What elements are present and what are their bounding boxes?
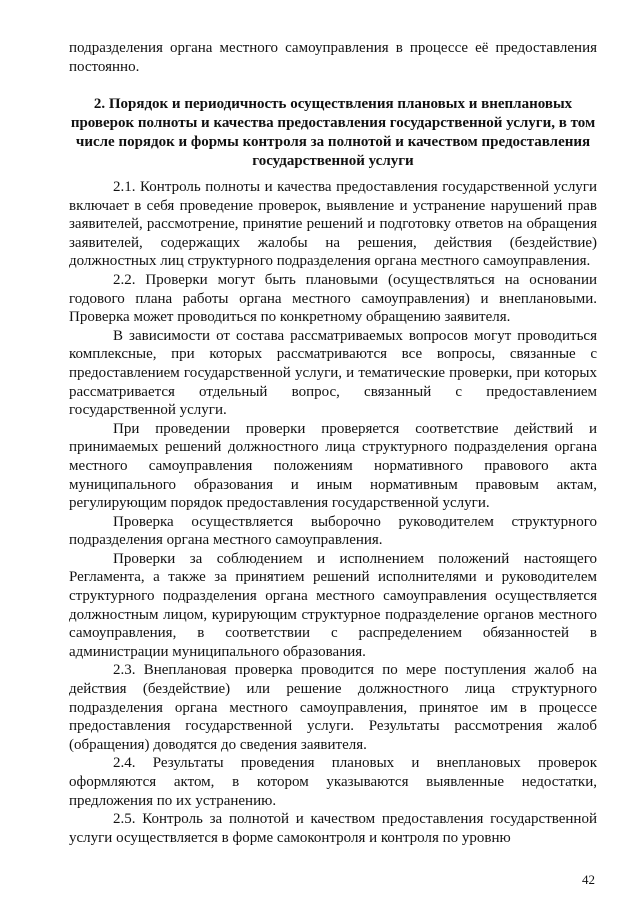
paragraph-regulation-checks: Проверки за соблюдением и исполнением положений настоящего Регламента, а также за принятием решений исполнителями и руководителем структурного подразделения органа местного самоуправления осуществляется должностным лицом, курирующим структурное подразделение органов местного самоуправления, в соответствии с распределением обязанностей в администрации муниципального образования. (69, 550, 597, 660)
paragraph-check-compliance: При проведении проверки проверяется соответствие действий и принимаемых решений должностного лица структурного подразделения органа местного самоуправления положениям нормативного правового акта муниципального образования и иным нормативным правовым актам, регулирующим порядок предоставления государственной услуги. (69, 420, 597, 512)
paragraph-2-1: 2.1. Контроль полноты и качества предоставления государственной услуги включает в себя проведение проверок, выявление и устранение нарушений прав заявителей, рассмотрение, принятие решений и подготовку ответов на обращения заявителей, содержащих жалобы на решения, действия (бездействие) должностных лиц структурного подразделения органа местного самоуправления. (69, 179, 597, 270)
intro-block (69, 39, 597, 76)
section-heading: 2. Порядок и периодичность осуществления плановых и внеплановых проверок полноты и качества предоставления государственной услуги, в том числе порядок и формы контроля за полнотой и качеством предоставления государственной услуги (70, 96, 596, 169)
paragraph-selective-check: Проверка осуществляется выборочно руководителем структурного подразделения органа местного самоуправления. (69, 513, 597, 549)
paragraph-2-4: 2.4. Результаты проведения плановых и внеплановых проверок оформляются актом, в котором указываются выявленные недостатки, предложения по их устранению. (69, 755, 597, 809)
intro-paragraph: подразделения органа местного самоуправления в процессе её предоставления постоянно. (69, 40, 597, 75)
page-number: 42 (582, 872, 595, 887)
paragraph-2-3: 2.3. Внеплановая проверка проводится по мере поступления жалоб на действия (бездействие) или решение должностного лица структурного подразделения органа местного самоуправления, принятое им в процессе предоставления государственной услуги. Результаты рассмотрения жалоб (обращения) доводятся до сведения заявителя. (69, 662, 597, 753)
paragraph-scope: В зависимости от состава рассматриваемых вопросов могут проводиться комплексные, при которых рассматриваются все вопросы, связанные с предоставлением государственной услуги, и тематические проверки, при которых рассматривается отдельный вопрос, связанный с предоставлением государственной услуги. (69, 327, 597, 419)
paragraph-2-2: 2.2. Проверки могут быть плановыми (осуществляться на основании годового плана работы органа местного самоуправления) и внеплановыми. Проверка может проводиться по конкретному обращению заявителя. (69, 271, 597, 326)
paragraph-2-5: 2.5. Контроль за полнотой и качеством предоставления государственной услуги осуществляется в форме самоконтроля и контроля по уровню (69, 811, 597, 846)
body-text (69, 178, 597, 847)
